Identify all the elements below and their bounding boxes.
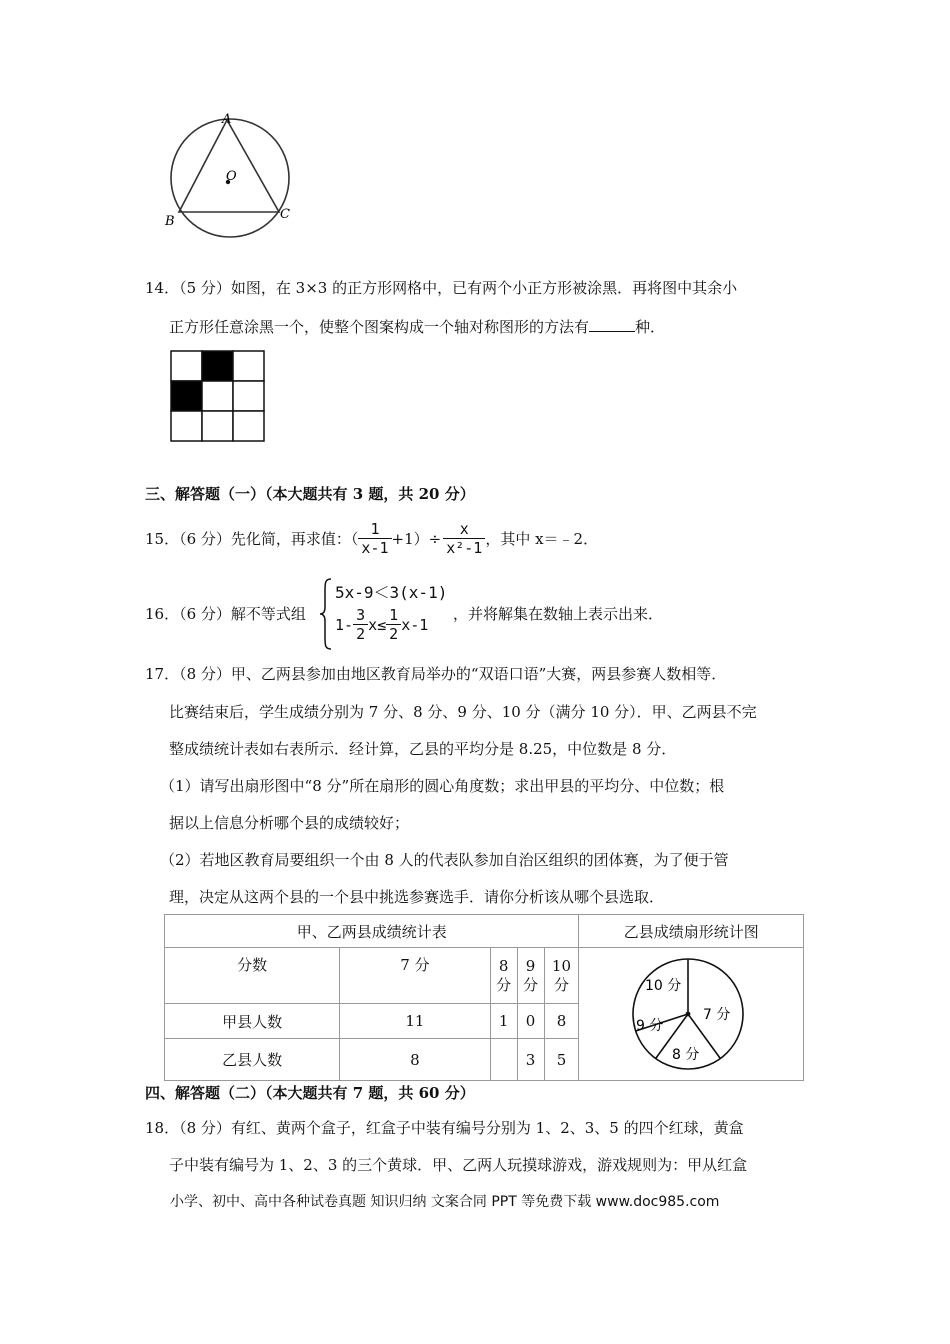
q15-frac2-num: x: [443, 520, 485, 539]
q15: [145, 520, 598, 557]
q16-frac2-num: 1: [386, 606, 401, 625]
q17-line-3: 整成绩统计表如右表所示．经计算，乙县的平均分是 8.25，中位数是 8 分．: [169, 740, 677, 758]
page-footer: 小学、初中、高中各种试卷真题 知识归纳 文案合同 PPT 等免费下载 www.doc985.com: [170, 1194, 720, 1210]
pie-label-8: 8 分: [672, 1047, 700, 1063]
q15-prefix: 15．（6 分）先化简，再求值：（: [145, 529, 359, 548]
grid-cell-empty: [202, 411, 233, 441]
grid-cell-filled: [202, 351, 233, 381]
pie-chart: [631, 952, 751, 1072]
q16-frac2-den: 2: [389, 625, 399, 643]
header-9: 9 分: [517, 948, 544, 1004]
q15-frac1-num: 1: [358, 520, 391, 539]
cell: 11: [340, 1004, 490, 1039]
q17-stats-table: [164, 914, 804, 1081]
cell: 1: [490, 1004, 517, 1039]
label-o: O: [226, 169, 237, 184]
q14-line1: 14．（5 分）如图，在 3×3 的正方形网格中，已有两个小正方形被涂黑．再将图中其余小: [145, 279, 738, 297]
q16-frac1-num: 3: [353, 606, 368, 625]
grid-cell-empty: [171, 411, 202, 441]
section3-heading: 三、解答题（一）（本大题共有 3 题，共 20 分）: [145, 485, 475, 503]
header-8: 8 分: [490, 948, 517, 1004]
q18-line2: 子中装有编号为 1、2、3 的三个黄球．甲、乙两人玩摸球游戏，游戏规则为：甲从红盒: [169, 1156, 748, 1174]
pie-chart-cell: [579, 948, 804, 1081]
q16-inequality-2: [335, 606, 428, 643]
q17-line-7: 理，决定从这两个县的一个县中挑选参赛选手．请你分析该从哪个县选取．: [169, 888, 665, 906]
cell: 0: [517, 1004, 544, 1039]
q16-frac1-den: 2: [356, 625, 366, 643]
label-a: A: [222, 112, 232, 127]
circle-triangle-figure: [160, 110, 310, 245]
q15-fraction-1: [358, 520, 391, 557]
grid-cell-empty: [171, 351, 202, 381]
cell: 5: [544, 1039, 579, 1081]
q17-line-4: （1）请写出扇形图中“8 分”所在扇形的圆心角度数；求出甲县的平均分、中位数；根: [160, 777, 725, 795]
grid-3x3-figure: [170, 350, 266, 443]
cell: 3: [517, 1039, 544, 1081]
q14-line2: [169, 315, 665, 337]
q15-frac1-den: x-1: [361, 539, 389, 557]
q16-ineq2-a: 1-: [335, 615, 354, 634]
grid-cell-empty: [233, 351, 264, 381]
q17-line-5: 据以上信息分析哪个县的成绩较好；: [169, 814, 410, 832]
header-10: 10 分: [544, 948, 579, 1004]
pie-label-10: 10 分: [645, 978, 682, 994]
q18-line1: 18．（8 分）有红、黄两个盒子，红盒子中装有编号分别为 1、2、3、5 的四个红球，黄盒: [145, 1119, 744, 1137]
q16-ineq2-c: x-1: [401, 615, 429, 634]
grid-cell-empty: [233, 381, 264, 411]
q17-line-2: 比赛结束后，学生成绩分别为 7 分、8 分、9 分、10 分（满分 10 分）．甲、乙两县不完: [169, 703, 757, 721]
q14-answer-blank: [589, 315, 635, 332]
grid-cell-empty: [202, 381, 233, 411]
q16-ineq2-frac2: [386, 606, 401, 643]
header-7: 7 分: [340, 948, 490, 1004]
table-header-row: [165, 948, 804, 1004]
q15-suffix: ，其中 x＝﹣2．: [485, 529, 599, 548]
table-title: 甲、乙两县成绩统计表: [165, 915, 579, 948]
header-score: 分数: [165, 948, 340, 1004]
label-c: C: [280, 207, 290, 222]
grid-cell-empty: [233, 411, 264, 441]
q16-brace: [319, 577, 333, 651]
q16-prefix: 16．（6 分）解不等式组: [145, 605, 306, 623]
pie-chart-title: 乙县成绩扇形统计图: [579, 915, 804, 948]
pie-label-7: 7 分: [703, 1007, 731, 1023]
label-b: B: [165, 214, 175, 229]
q14-line2-before: 正方形任意涂黑一个，使整个图案构成一个轴对称图形的方法有: [169, 318, 590, 336]
q15-plus-one: +1）÷: [391, 529, 442, 548]
q14-line2-after: 种．: [635, 318, 666, 336]
pie-label-9: 9 分: [636, 1018, 664, 1034]
q15-frac2-den: x²-1: [446, 539, 483, 557]
cell: 8: [340, 1039, 490, 1081]
q16-suffix: ，并将解集在数轴上表示出来．: [453, 605, 664, 623]
q17-line-1: 17．（8 分）甲、乙两县参加由地区教育局举办的“双语口语”大赛，两县参赛人数相等．: [145, 665, 727, 683]
cell: [490, 1039, 517, 1081]
q16-ineq2-frac1: [353, 606, 368, 643]
section4-heading: 四、解答题（二）（本大题共有 7 题，共 60 分）: [145, 1084, 475, 1102]
q15-fraction-2: [443, 520, 485, 557]
q16-inequality-1: 5x-9＜3(x-1): [335, 583, 448, 602]
row-label: 乙县人数: [165, 1039, 340, 1081]
q17-line-6: （2）若地区教育局要组织一个由 8 人的代表队参加自治区组织的团体赛，为了便于管: [160, 851, 729, 869]
grid-cell-filled: [171, 381, 202, 411]
q16-ineq2-b: x≤: [368, 615, 387, 634]
row-label: 甲县人数: [165, 1004, 340, 1039]
cell: 8: [544, 1004, 579, 1039]
